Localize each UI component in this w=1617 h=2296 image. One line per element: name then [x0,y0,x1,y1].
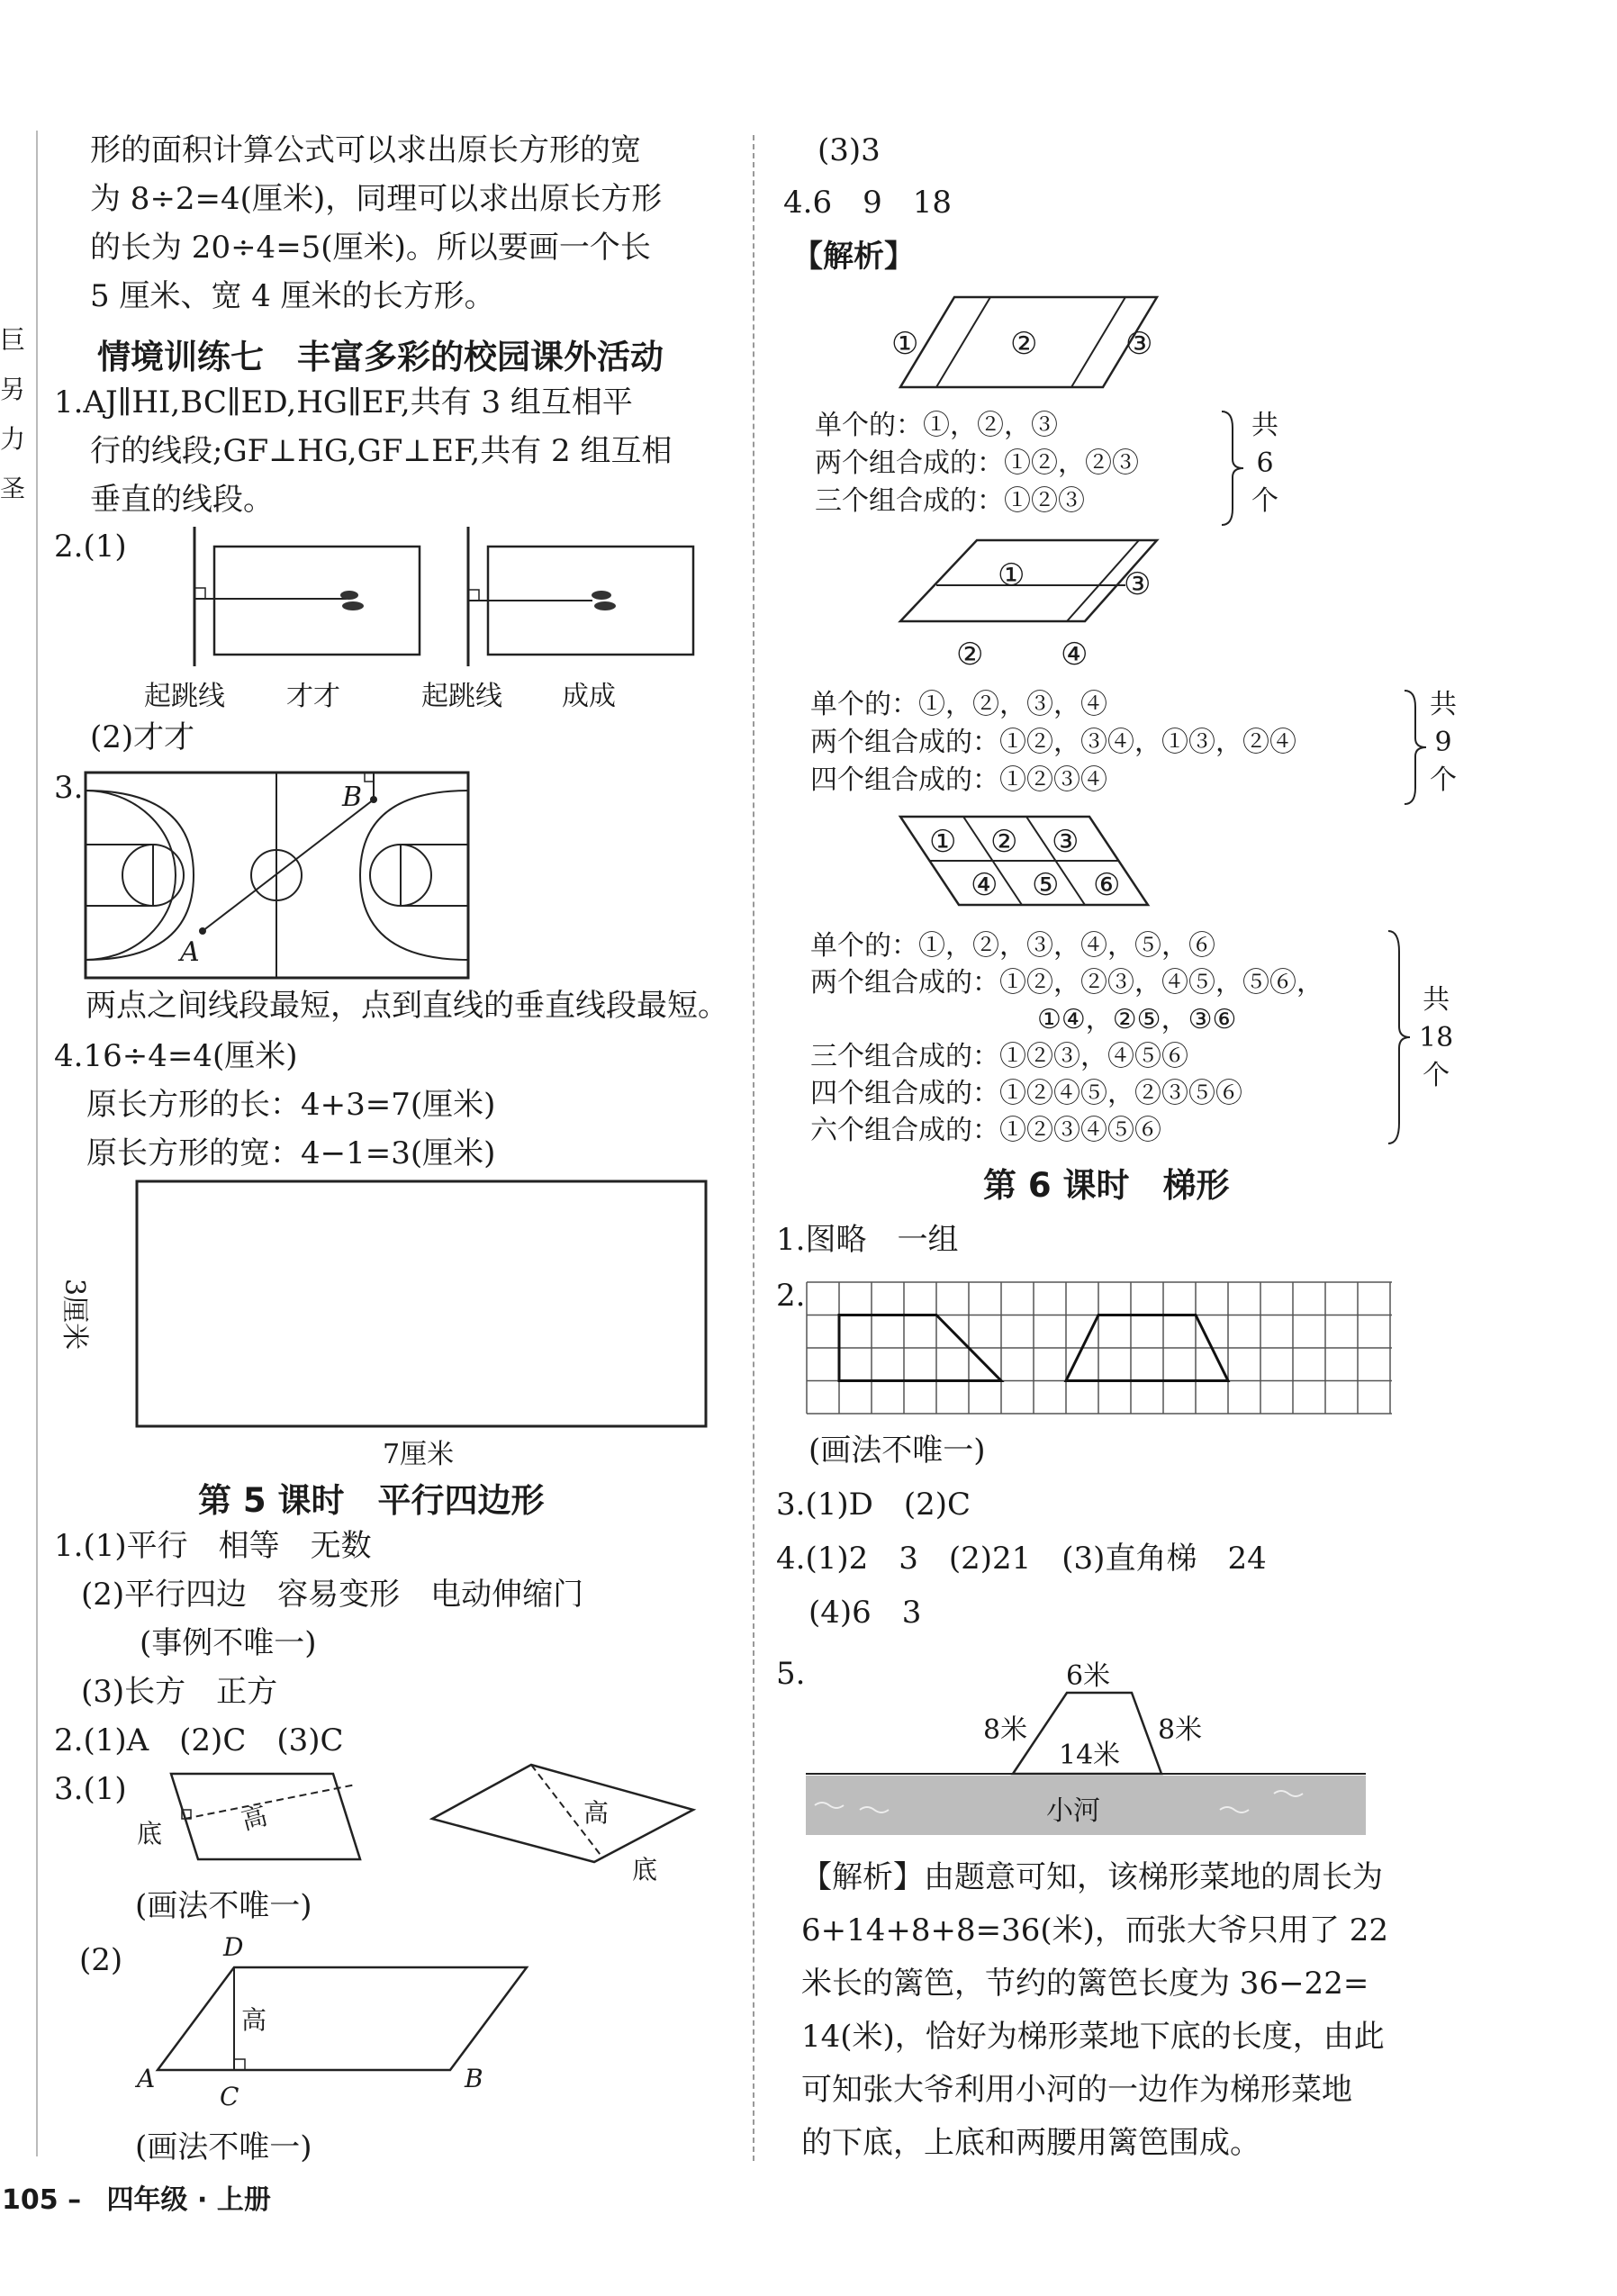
part-label: ③ [1124,566,1152,602]
text-line: 5 厘米、宽 4 厘米的长方形。 [90,278,495,314]
part-label: ② [1010,326,1038,362]
brace [1220,410,1247,527]
l6-q3: 3.(1)D (2)C [776,1487,971,1523]
l6-q5-label: 5. [776,1656,806,1692]
text-line: 6+14+8+8=36(米)，而张大爷只用了 22 [801,1912,1388,1948]
text-line: 两个组合成的：①②，②③ [815,447,1139,479]
fig2-total [1430,686,1457,800]
text-line: 两个组合成的：①②，②③，④⑤，⑤⑥， [810,967,1323,999]
q2-label: 2.(1) [54,529,127,565]
fig-label: 高 [583,1798,610,1828]
height-label: 高 [241,2005,267,2035]
part-label: ① [929,824,957,860]
margin-char: 圣 [0,474,26,503]
fig-label: 成成 [562,681,616,712]
part-label: ③ [1125,326,1153,362]
q3-3-answer: (3)3 [818,132,881,168]
part-label: ① [891,326,919,362]
q4-answer: 4.6 9 18 [783,185,952,221]
q2-2-answer: (2)才才 [90,719,195,755]
text-line: 原长方形的长：4+3=7(厘米) [86,1087,496,1123]
text-line: 14(米)，恰好为梯形菜地下底的长度，由此 [801,2019,1385,2055]
q4-answer [54,1032,495,1178]
part-label: ④ [1061,637,1089,673]
brace [1387,929,1414,1145]
text-line: 形的面积计算公式可以求出原长方形的宽 [90,132,641,168]
l6-q2-label: 2. [776,1278,806,1314]
fig1-total [1251,407,1278,520]
note: (画法不唯一) [135,1888,312,1924]
text-line: 可知张大爷利用小河的一边作为梯形菜地 [801,2072,1352,2108]
text-line: (2)平行四边 容易变形 电动伸缩门 [81,1577,584,1613]
fig-label: 底 [137,1819,163,1849]
part-label: ③ [1052,824,1080,860]
text-line: 9 [1434,727,1452,758]
text-line: 【解析】由题意可知，该梯形菜地的周长为 [801,1859,1383,1895]
q1-answer [54,378,672,524]
intro-text [90,126,662,321]
text-line: 三个组合成的：①②③，④⑤⑥ [810,1041,1188,1072]
lesson-title: 第 5 课时 平行四边形 [198,1481,545,1520]
margin-char: 另 [0,375,26,404]
l6-analysis [801,1851,1388,2170]
fig-label: 起跳线 [144,681,225,712]
part-label: ⑥ [1093,867,1121,903]
parallelogram-4-parts [900,538,1161,633]
text-line: 三个组合成的：①②③ [815,485,1085,517]
text-line: 4.16÷4=4(厘米) [54,1038,298,1074]
fig-label: 才才 [286,681,340,712]
l6-q4b: (4)6 3 [808,1595,922,1631]
part-label: ① [998,557,1025,593]
rectangle-figure [135,1180,711,1432]
point-label-d: D [223,1932,244,1962]
text-line: 六个组合成的：①②③④⑤⑥ [810,1115,1161,1146]
point-label-b: B [465,2064,483,2093]
basketball-court [86,773,468,978]
long-jump-figures [180,527,720,671]
text-line: 四个组合成的：①②④⑤，②③⑤⑥ [810,1078,1242,1109]
grid-trapezoids [807,1282,1397,1415]
text-line: 垂直的线段。 [90,482,274,518]
note: (画法不唯一) [808,1433,986,1469]
part-label: ④ [971,867,998,903]
margin-char: 力 [0,424,26,454]
text-line: 个 [1251,485,1278,517]
page-number: 105 [2,2184,59,2216]
text-line: 单个的：①，②，③，④ [810,689,1107,720]
text-line: 的下底，上底和两腰用篱笆围成。 [801,2125,1260,2161]
height-label: 3厘米 [59,1279,90,1351]
fig2-list [810,686,1296,800]
width-label: 7厘米 [383,1439,455,1470]
text-line: 米长的篱笆，节约的篱笆长度为 36−22= [801,1966,1369,2002]
text-line: 共 [1423,984,1450,1016]
analysis-label: 【解析】 [792,239,915,275]
text-line: 行的线段;GF⊥HG,GF⊥EF,共有 2 组互相 [90,433,673,469]
l5-q1 [54,1522,583,1716]
q3-label: 3. [54,770,84,806]
point-label-a: A [137,2064,156,2093]
text-line: 6 [1256,447,1274,479]
leg-label: 8米 [1158,1714,1203,1746]
text-line: 1.AJ∥HI,BC∥ED,HG∥EF,共有 3 组互相平 [54,384,633,420]
bottom-base-label: 14米 [1059,1740,1121,1771]
text-line: 单个的：①，②，③ [815,410,1058,441]
part-label: ② [990,824,1018,860]
text-line: (3)长方 正方 [81,1674,278,1710]
fig1-list [815,407,1139,520]
text-line: ①④，②⑤，③⑥ [1037,1004,1237,1035]
text-line: 共 [1251,410,1278,441]
l6-q1: 1.图略 一组 [776,1222,959,1258]
part-label: ② [956,637,984,673]
l5-q3-label: 3.(1) [54,1771,127,1807]
text-line: 的长为 20÷4=5(厘米)。所以要画一个长 [90,230,651,266]
l5-q3-2-label: (2) [79,1942,123,1978]
part-label: ⑤ [1032,867,1060,903]
margin-char: 巨 [0,325,26,355]
point-label-c: C [220,2082,239,2111]
margin-chars [0,315,25,513]
note: (画法不唯一) [135,2129,312,2165]
text-line: 原长方形的宽：4−1=3(厘米) [86,1135,496,1171]
lesson-title: 第 6 课时 梯形 [983,1166,1230,1205]
fig-label: 高 [238,1800,271,1837]
fig-label: 底 [632,1855,658,1885]
text-line: (事例不唯一) [140,1625,317,1661]
text-line: 为 8÷2=4(厘米)，同理可以求出原长方形 [90,181,663,217]
fig3-list [810,927,1323,1149]
point-label-b: B [342,782,363,813]
column-divider [753,135,754,2161]
text-line: 两个组合成的：①②，③④，①③，②④ [810,727,1296,758]
q3-caption: 两点之间线段最短，点到直线的垂直线段最短。 [86,988,728,1024]
grade-label: 四年级 · 上册 [106,2184,271,2216]
l6-q4a: 4.(1)2 3 (2)21 (3)直角梯 24 [776,1541,1267,1577]
text-line: 共 [1430,689,1457,720]
brace [1403,689,1430,806]
binding-line [36,131,38,2156]
text-line: 1.(1)平行 相等 无数 [54,1528,372,1564]
river-label: 小河 [1046,1795,1100,1827]
section-title: 情境训练七 丰富多彩的校园课外活动 [97,338,664,376]
text-line: 个 [1423,1060,1450,1091]
text-line: 个 [1430,764,1457,796]
page-footer [2,2177,271,2217]
leg-label: 8米 [983,1714,1028,1746]
point-label-a: A [180,936,200,968]
l5-q2: 2.(1)A (2)C (3)C [54,1722,344,1758]
fig-label: 起跳线 [421,681,502,712]
footer-dash: – [68,2184,82,2216]
text-line: 18 [1419,1022,1454,1053]
text-line: 单个的：①，②，③，④，⑤，⑥ [810,930,1215,962]
fig3-total [1419,981,1453,1095]
text-line: 四个组合成的：①②③④ [810,764,1107,796]
top-base-label: 6米 [1066,1660,1111,1692]
